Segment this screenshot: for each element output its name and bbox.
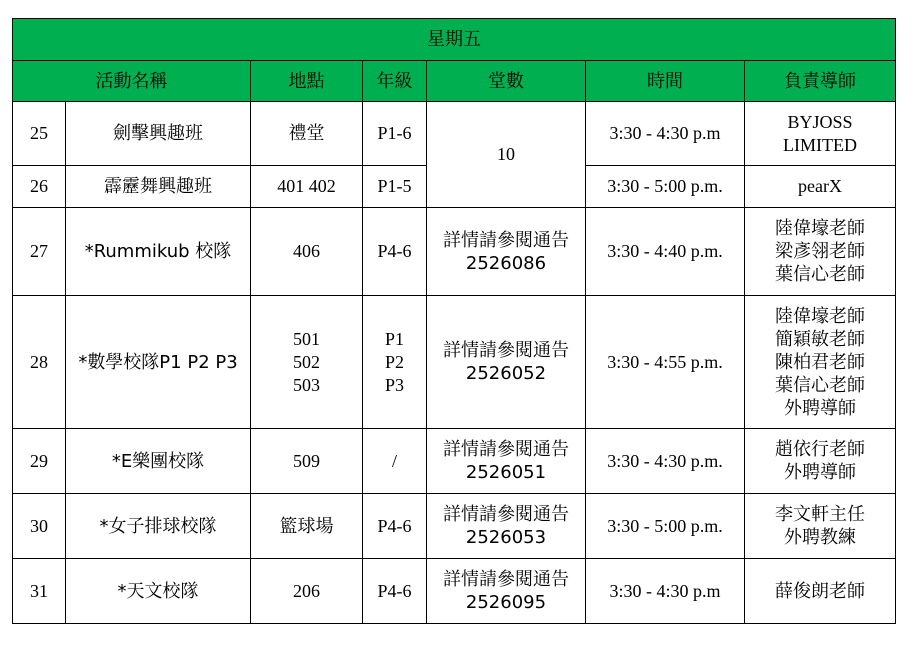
sessions: 詳情請參閱通告 2526095 bbox=[427, 559, 586, 624]
grade: P1 P2 P3 bbox=[363, 296, 427, 429]
sessions: 10 bbox=[427, 102, 586, 208]
row-number: 31 bbox=[13, 559, 66, 624]
activity-name: 劍擊興趣班 bbox=[66, 102, 251, 166]
grade: P4-6 bbox=[363, 208, 427, 296]
time: 3:30 - 4:30 p.m bbox=[586, 559, 745, 624]
activity-name: *E樂團校隊 bbox=[66, 429, 251, 494]
row-number: 25 bbox=[13, 102, 66, 166]
activity-name: *天文校隊 bbox=[66, 559, 251, 624]
sessions: 詳情請參閱通告 2526051 bbox=[427, 429, 586, 494]
row-number: 27 bbox=[13, 208, 66, 296]
grade: P4-6 bbox=[363, 494, 427, 559]
instructor: BYJOSS LIMITED bbox=[745, 102, 896, 166]
table-row bbox=[13, 429, 896, 494]
activity-name: *數學校隊P1 P2 P3 bbox=[66, 296, 251, 429]
grade: P1-5 bbox=[363, 166, 427, 208]
title-row bbox=[13, 19, 896, 61]
time: 3:30 - 4:55 p.m. bbox=[586, 296, 745, 429]
grade: / bbox=[363, 429, 427, 494]
instructor: 趙依行老師 外聘導師 bbox=[745, 429, 896, 494]
schedule-table bbox=[12, 18, 896, 624]
grade: P1-6 bbox=[363, 102, 427, 166]
time: 3:30 - 5:00 p.m. bbox=[586, 494, 745, 559]
location: 509 bbox=[251, 429, 363, 494]
location: 206 bbox=[251, 559, 363, 624]
table-row bbox=[13, 102, 896, 166]
location: 籃球場 bbox=[251, 494, 363, 559]
sessions: 詳情請參閱通告 2526052 bbox=[427, 296, 586, 429]
header-grade: 年級 bbox=[363, 61, 427, 102]
instructor: 陸偉壕老師 簡穎敏老師 陳柏君老師 葉信心老師 外聘導師 bbox=[745, 296, 896, 429]
table-row bbox=[13, 494, 896, 559]
table-row bbox=[13, 296, 896, 429]
time: 3:30 - 4:30 p.m bbox=[586, 102, 745, 166]
instructor: 陸偉壕老師 梁彥翎老師 葉信心老師 bbox=[745, 208, 896, 296]
activity-name: 霹靂舞興趣班 bbox=[66, 166, 251, 208]
location: 401 402 bbox=[251, 166, 363, 208]
header-sessions: 堂數 bbox=[427, 61, 586, 102]
time: 3:30 - 4:40 p.m. bbox=[586, 208, 745, 296]
header-instructor: 負責導師 bbox=[745, 61, 896, 102]
time: 3:30 - 4:30 p.m. bbox=[586, 429, 745, 494]
sessions: 詳情請參閱通告 2526086 bbox=[427, 208, 586, 296]
sessions: 詳情請參閱通告 2526053 bbox=[427, 494, 586, 559]
day-title: 星期五 bbox=[13, 19, 896, 61]
header-row bbox=[13, 61, 896, 102]
activity-name: *Rummikub 校隊 bbox=[66, 208, 251, 296]
row-number: 26 bbox=[13, 166, 66, 208]
instructor: 薛俊朗老師 bbox=[745, 559, 896, 624]
location: 406 bbox=[251, 208, 363, 296]
location: 禮堂 bbox=[251, 102, 363, 166]
row-number: 29 bbox=[13, 429, 66, 494]
time: 3:30 - 5:00 p.m. bbox=[586, 166, 745, 208]
activity-name: *女子排球校隊 bbox=[66, 494, 251, 559]
location: 501 502 503 bbox=[251, 296, 363, 429]
table-row bbox=[13, 559, 896, 624]
header-time: 時間 bbox=[586, 61, 745, 102]
header-location: 地點 bbox=[251, 61, 363, 102]
row-number: 30 bbox=[13, 494, 66, 559]
grade: P4-6 bbox=[363, 559, 427, 624]
table-row bbox=[13, 208, 896, 296]
row-number: 28 bbox=[13, 296, 66, 429]
instructor: 李文軒主任 外聘教練 bbox=[745, 494, 896, 559]
header-activity: 活動名稱 bbox=[13, 61, 251, 102]
instructor: pearX bbox=[745, 166, 896, 208]
